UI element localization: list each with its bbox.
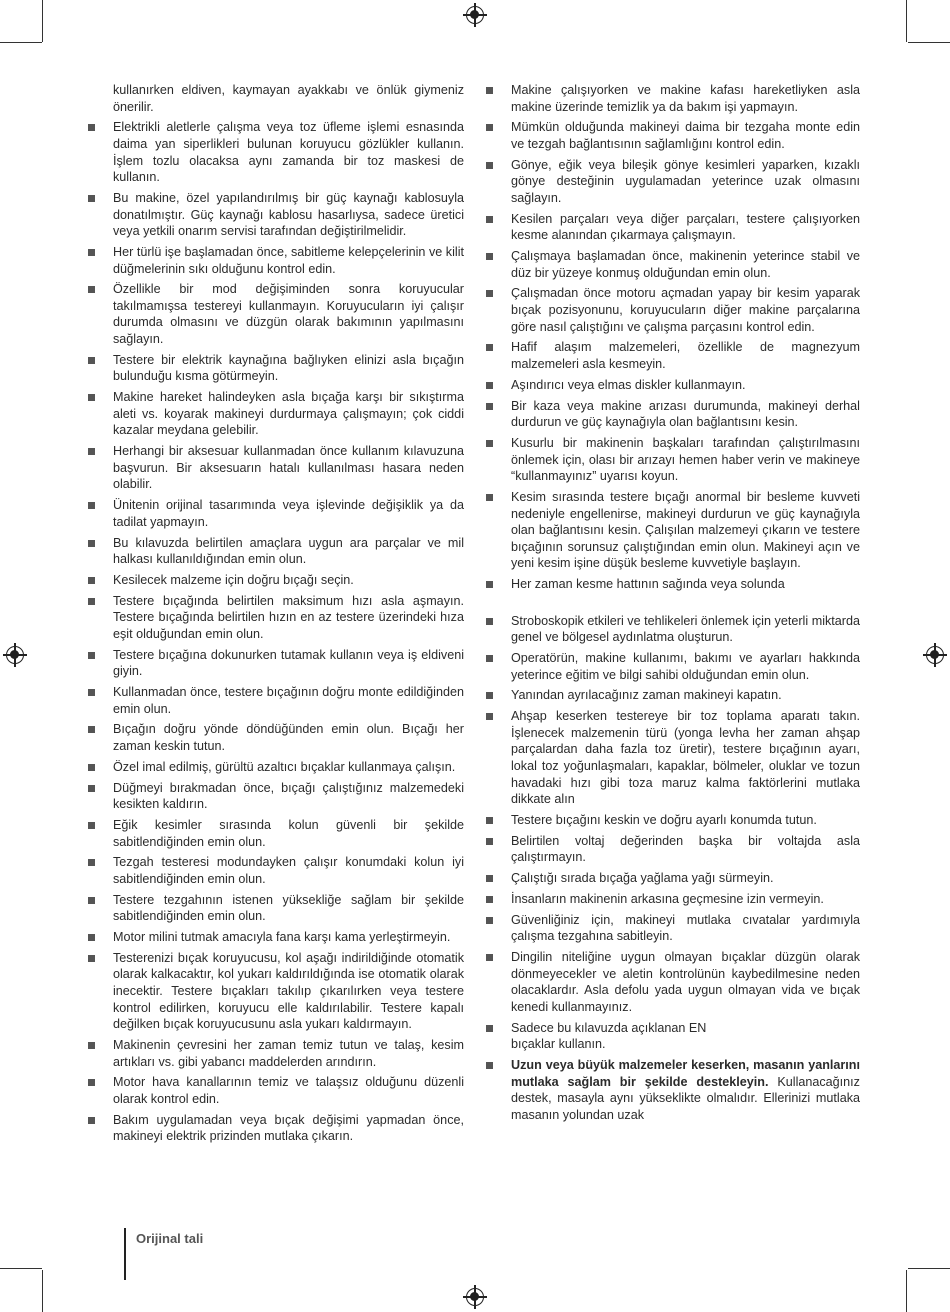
square-bullet-icon bbox=[88, 1117, 95, 1124]
bullet-item bbox=[88, 1037, 464, 1070]
square-bullet-icon bbox=[88, 394, 95, 401]
square-bullet-icon bbox=[88, 448, 95, 455]
square-bullet-icon bbox=[88, 764, 95, 771]
bullet-item bbox=[486, 891, 860, 908]
bullet-item bbox=[88, 572, 464, 589]
square-bullet-icon bbox=[486, 1062, 493, 1069]
item-text: Testere bıçağında belirtilen maksimum hızı asla aşmayın. Testere bıçağında belirtilen hızın en az testere üzerindeki hıza eşit olduğundan emin olun. bbox=[113, 593, 464, 641]
square-bullet-icon bbox=[486, 581, 493, 588]
item-text: Mümkün olduğunda makineyi daima bir tezgaha monte edin ve tezgah bağlantısının sağlamlığını kontrol edin. bbox=[511, 120, 860, 151]
item-text: Düğmeyi bırakmadan önce, bıçağı çalıştığınız malzemedeki kesikten kaldırın. bbox=[113, 780, 464, 812]
bullet-item bbox=[88, 854, 464, 887]
bullet-item bbox=[88, 1112, 464, 1145]
bullet-item bbox=[486, 650, 860, 683]
right-column bbox=[486, 82, 860, 1128]
square-bullet-icon bbox=[88, 822, 95, 829]
item-text: Eğik kesimler sırasında kolun güvenli bir şekilde sabitlendiğinden emin olun. bbox=[113, 817, 464, 849]
item-text: Operatörün, makine kullanımı, bakımı ve ayarları hakkında yeterince eğitim ve bilgi sahibi olduğundan emin olun. bbox=[511, 651, 860, 682]
square-bullet-icon bbox=[486, 618, 493, 625]
square-bullet-icon bbox=[486, 896, 493, 903]
bullet-item bbox=[486, 870, 860, 887]
square-bullet-icon bbox=[88, 577, 95, 584]
item-text: Makine çalışıyorken ve makine kafası hareketliyken asla makine üzerinde temizlik ya da bakım işi yapmayın. bbox=[511, 83, 860, 114]
square-bullet-icon bbox=[486, 655, 493, 662]
registration-dot-icon bbox=[930, 650, 939, 659]
bullet-item bbox=[88, 82, 464, 115]
bullet-item bbox=[486, 576, 860, 593]
bullet-item bbox=[486, 1057, 860, 1123]
bullet-item bbox=[88, 721, 464, 754]
item-text: Dingilin niteliğine uygun olmayan bıçaklar düzgün olarak dönmeyecekler ve aletin kontrolünün kaybedilmesine neden olacaklardır. Asla defolu yada uygun olmayan vida ve bıçak kenedi kullanmayınız. bbox=[511, 950, 860, 1014]
item-text: Güvenliğiniz için, makineyi mutlaka cıvatalar yardımıyla çalışma tezgahına sabitleyin. bbox=[511, 912, 860, 944]
square-bullet-icon bbox=[486, 713, 493, 720]
square-bullet-icon bbox=[88, 124, 95, 131]
square-bullet-icon bbox=[486, 290, 493, 297]
item-text: Testerenizi bıçak koruyucusu, kol aşağı indirildiğinde otomatik olarak kalkacaktır, kol yukarı kaldırıldığında ise otomatik olarak inecektir. Testere bıçakları takılıp çıkarılırken veya testere kontrol edilirken, koruyucu elle kaldırılabilir. Testere kapalı değilken bıçak koruyucusunu asla yukarı kaldırmayın. bbox=[113, 950, 464, 1032]
crop-mark bbox=[908, 1268, 950, 1269]
item-text: Testere bıçağına dokunurken tutamak kullanın veya iş eldiveni giyin. bbox=[113, 647, 464, 679]
item-text: Stroboskopik etkileri ve tehlikeleri önlemek için yeterli miktarda genel ve bölgesel aydınlatma oluşturun. bbox=[511, 613, 860, 645]
item-text: Testere bıçağını keskin ve doğru ayarlı konumda tutun. bbox=[511, 812, 817, 827]
bullet-item bbox=[486, 398, 860, 431]
square-bullet-icon bbox=[88, 726, 95, 733]
square-bullet-icon bbox=[486, 817, 493, 824]
item-text: Özellikle bir mod değişiminden sonra koruyucular takılmamışsa testereyi kullanmayın. Koruyucuların iyi çalışır durumda olmasını ve düzgün olarak bakımının yapılmasını sağlayın. bbox=[113, 282, 464, 347]
square-bullet-icon bbox=[486, 382, 493, 389]
left-column bbox=[88, 82, 464, 1149]
bullet-item bbox=[88, 535, 464, 568]
item-text: Aşındırıcı veya elmas diskler kullanmayın. bbox=[511, 377, 746, 392]
bullet-item bbox=[88, 929, 464, 946]
bullet-item bbox=[486, 339, 860, 372]
registration-mark-icon bbox=[6, 646, 24, 664]
item-text: Tezgah testeresi modundayken çalışır konumdaki kolun iyi sabitlendiğinden emin olun. bbox=[113, 855, 464, 886]
bullet-item bbox=[88, 684, 464, 717]
square-bullet-icon bbox=[486, 403, 493, 410]
square-bullet-icon bbox=[486, 87, 493, 94]
item-text: Kesilen parçaları veya diğer parçaları, testere çalışıyorken kesme alanından çıkarmaya çalışmayın. bbox=[511, 211, 860, 243]
bullet-item bbox=[486, 248, 860, 281]
bullet-item bbox=[486, 285, 860, 335]
square-bullet-icon bbox=[88, 934, 95, 941]
item-text: Belirtilen voltaj değerinden başka bir voltajda asla çalıştırmayın. bbox=[511, 833, 860, 865]
square-bullet-icon bbox=[486, 124, 493, 131]
item-text: Bu makine, özel yapılandırılmış bir güç kaynağı kablosuyla donatılmıştır. Güç kaynağı kablosu hasarlıysa, sadece üretici veya yetkili onarım servisi tarafından değiştirilmelidir. bbox=[113, 190, 464, 239]
square-bullet-icon bbox=[88, 897, 95, 904]
square-bullet-icon bbox=[486, 692, 493, 699]
bullet-item bbox=[486, 613, 860, 646]
crop-mark bbox=[906, 1270, 907, 1312]
crop-mark bbox=[0, 42, 42, 43]
bullet-item bbox=[486, 377, 860, 394]
square-bullet-icon bbox=[88, 540, 95, 547]
square-bullet-icon bbox=[486, 917, 493, 924]
square-bullet-icon bbox=[486, 344, 493, 351]
item-text: Yanından ayrılacağınız zaman makineyi kapatın. bbox=[511, 688, 782, 703]
square-bullet-icon bbox=[88, 652, 95, 659]
square-bullet-icon bbox=[88, 195, 95, 202]
item-text: Bakım uygulamadan veya bıçak değişimi yapmadan önce, makineyi elektrik prizinden mutlaka çıkarın. bbox=[113, 1112, 464, 1144]
bullet-item bbox=[486, 82, 860, 115]
item-text: Kesim sırasında testere bıçağı anormal bir besleme kuvveti nedeniyle engellenirse, makineyi durdurun ve güç kaynağıyla olan bağlantısını kesin. Çalışılan malzemeyi çıkarın ve testere bıçağının sorunsuz çalıştığından emin olun. Makineyi açın ve yeni kesim işine düşük besleme kuvvetiyle başlayın. bbox=[511, 489, 860, 571]
item-text: Kesilecek malzeme için doğru bıçağı seçin. bbox=[113, 572, 354, 587]
item-text: Motor hava kanallarının temiz ve talaşsız olduğunu düzenli olarak kontrol edin. bbox=[113, 1075, 464, 1106]
square-bullet-icon bbox=[88, 249, 95, 256]
registration-mark-icon bbox=[466, 1288, 484, 1306]
item-text: Çalışmadan önce motoru açmadan yapay bir kesim yaparak bıçak pozisyonunu, koruyucuların diğer makine parçalarına göre nasıl çalıştığını ve çalışma parçasını kontrol edin. bbox=[511, 286, 860, 334]
item-text: Çalıştığı sırada bıçağa yağlama yağı sürmeyin. bbox=[511, 871, 774, 886]
registration-dot-icon bbox=[470, 1292, 479, 1301]
bullet-item bbox=[486, 812, 860, 829]
item-text: Bir kaza veya makine arızası durumunda, makineyi derhal durdurun ve güç kaynağıyla olan bağlantısını kesin. bbox=[511, 398, 860, 430]
bullet-item bbox=[88, 497, 464, 530]
item-text: Her zaman kesme hattının sağında veya solunda bbox=[511, 577, 785, 592]
bullet-item bbox=[486, 708, 860, 808]
bullet-item bbox=[486, 1020, 860, 1053]
square-bullet-icon bbox=[486, 440, 493, 447]
item-text: Testere bir elektrik kaynağına bağlıyken elinizi asla bıçağın bulunduğu kısma götürmeyin. bbox=[113, 352, 464, 384]
item-text: Ahşap keserken testereye bir toz toplama aparatı takın. İşlenecek malzemenin türü (yonga levha her zaman ahşap parçalardan daha fazla toz üretir), testere bıçağının ayarı, lokal toz yoğunlaşmaları, kapaklar, bölmeler, oluklar ve tozun havadaki hızı gibi toza maruz kalma faktörlerini mutlaka dikkate alın bbox=[511, 709, 860, 807]
square-bullet-icon bbox=[88, 1079, 95, 1086]
bullet-item bbox=[486, 211, 860, 244]
bullet-item bbox=[88, 281, 464, 347]
item-text: Elektrikli aletlerle çalışma veya toz üfleme işlemi esnasında daima yan siperlikleri bulunan koruyucu gözlükler kullanın. İşlem tozlu olacaksa aynı zamanda bir toz maskesi de kullanın. bbox=[113, 120, 464, 185]
square-bullet-icon bbox=[88, 357, 95, 364]
registration-mark-icon bbox=[926, 646, 944, 664]
square-bullet-icon bbox=[88, 785, 95, 792]
bullet-item bbox=[88, 244, 464, 277]
bullet-item bbox=[88, 817, 464, 850]
registration-mark-icon bbox=[466, 6, 484, 24]
crop-mark bbox=[42, 1270, 43, 1312]
item-text: Kusurlu bir makinenin başkaları tarafından çalıştırılmasını önlemek için, olası bir arızayı hemen haber verin ve makineye “kullanmayınız” uyarısı koyun. bbox=[511, 435, 860, 484]
square-bullet-icon bbox=[88, 955, 95, 962]
item-text: İnsanların makinenin arkasına geçmesine izin vermeyin. bbox=[511, 891, 824, 906]
item-text: Makinenin çevresini her zaman temiz tutun ve talaş, kesim artıkları vs. gibi yabancı maddelerden arındırın. bbox=[113, 1038, 464, 1069]
item-text: Gönye, eğik veya bileşik gönye kesimleri yaparken, kızaklı gönye desteğinin uygulamadan yeterince uzak olmasını sağlayın. bbox=[511, 157, 860, 205]
item-text: Testere tezgahının istenen yüksekliğe sağlam bir şekilde sabitlendiğinden emin olun. bbox=[113, 892, 464, 924]
square-bullet-icon bbox=[88, 1042, 95, 1049]
square-bullet-icon bbox=[88, 689, 95, 696]
bullet-item bbox=[88, 892, 464, 925]
bullet-item bbox=[88, 593, 464, 643]
item-text: Hafif alaşım malzemeleri, özellikle de magnezyum malzemeleri asla kesmeyin. bbox=[511, 340, 860, 372]
bullet-item bbox=[486, 119, 860, 152]
bullet-item bbox=[88, 647, 464, 680]
square-bullet-icon bbox=[486, 838, 493, 845]
square-bullet-icon bbox=[486, 875, 493, 882]
footer-divider bbox=[124, 1228, 126, 1280]
item-text: Makine hareket halindeyken asla bıçağa karşı bir sıkıştırma aleti vs. koyarak makineyi durdurmaya çalışmayın; çok ciddi kazalar meydana gelebilir. bbox=[113, 390, 464, 438]
bullet-item bbox=[486, 833, 860, 866]
item-text: Özel imal edilmiş, gürültü azaltıcı bıçaklar kullanmaya çalışın. bbox=[113, 759, 456, 774]
item-text: Her türlü işe başlamadan önce, sabitleme kelepçelerinin ve kilit düğmelerinin sıkı olduğunu kontrol edin. bbox=[113, 244, 464, 276]
bullet-item bbox=[88, 1074, 464, 1107]
square-bullet-icon bbox=[486, 954, 493, 961]
square-bullet-icon bbox=[486, 162, 493, 169]
square-bullet-icon bbox=[486, 1025, 493, 1032]
bullet-item bbox=[88, 780, 464, 813]
square-bullet-icon bbox=[486, 216, 493, 223]
item-text: Sadece bu kılavuzda açıklanan EN bıçaklar kullanın. bbox=[511, 1020, 707, 1052]
bullet-item bbox=[88, 443, 464, 493]
bullet-item bbox=[486, 435, 860, 485]
crop-mark bbox=[906, 0, 907, 42]
item-text: Bu kılavuzda belirtilen amaçlara uygun ara parçalar ve mil halkası kullanıldığından emin olun. bbox=[113, 535, 464, 567]
bullet-item bbox=[88, 389, 464, 439]
bullet-item bbox=[486, 949, 860, 1015]
item-text: Çalışmaya başlamadan önce, makinenin yeterince stabil ve düz bir yüzeye konmuş olduğundan emin olun. bbox=[511, 249, 860, 280]
item-text: Kullanacağınız destek, masayla aynı yükseklikte olmalıdır. Ellerinizi mutlaka masanın yolundan uzak bbox=[511, 1074, 860, 1122]
item-text: Bıçağın doğru yönde döndüğünden emin olun. Bıçağı her zaman keskin tutun. bbox=[113, 722, 464, 753]
item-text: kullanırken eldiven, kaymayan ayakkabı ve önlük giymeniz önerilir. bbox=[113, 83, 464, 114]
bullet-item bbox=[88, 190, 464, 240]
square-bullet-icon bbox=[88, 598, 95, 605]
square-bullet-icon bbox=[486, 494, 493, 501]
square-bullet-icon bbox=[88, 859, 95, 866]
crop-mark bbox=[0, 1268, 42, 1269]
bullet-item bbox=[88, 352, 464, 385]
registration-dot-icon bbox=[470, 10, 479, 19]
item-text: Motor milini tutmak amacıyla fana karşı kama yerleştirmeyin. bbox=[113, 930, 451, 945]
bullet-item bbox=[88, 950, 464, 1033]
bullet-item bbox=[486, 157, 860, 207]
registration-dot-icon bbox=[10, 650, 19, 659]
bullet-item bbox=[486, 489, 860, 572]
bullet-item bbox=[88, 759, 464, 776]
footer-text: Orijinal tali bbox=[136, 1231, 204, 1246]
square-bullet-icon bbox=[486, 253, 493, 260]
item-text: Herhangi bir aksesuar kullanmadan önce kullanım kılavuzuna başvurun. Bir aksesuarın hatalı kullanılması hasara neden olabilir. bbox=[113, 444, 464, 492]
bold-text: Uzun veya büyük malzemeler keserken, masanın yanlarını mutlaka sağlam bir şekilde destekleyin. bbox=[511, 1058, 860, 1089]
bullet-item bbox=[88, 119, 464, 185]
item-text: Kullanmadan önce, testere bıçağının doğru monte edildiğinden emin olun. bbox=[113, 685, 464, 716]
crop-mark bbox=[908, 42, 950, 43]
item-text: Ünitenin orijinal tasarımında veya işlevinde değişiklik ya da tadilat yapmayın. bbox=[113, 498, 464, 529]
square-bullet-icon bbox=[88, 286, 95, 293]
bullet-item bbox=[486, 912, 860, 945]
square-bullet-icon bbox=[88, 502, 95, 509]
bullet-item bbox=[486, 687, 860, 704]
crop-mark bbox=[42, 0, 43, 42]
